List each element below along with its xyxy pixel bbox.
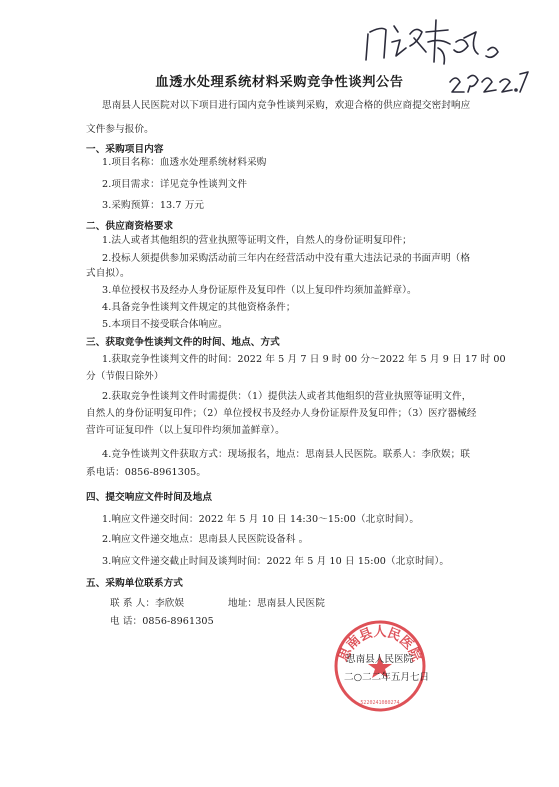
intro-line-1: 思南县人民医院对以下项目进行国内竞争性谈判采购，欢迎合格的供应商提交密封响应 bbox=[102, 100, 471, 111]
section-1-heading: 一、采购项目内容 bbox=[86, 144, 164, 155]
section-3-heading: 三、获取竞争性谈判文件的时间、地点、方式 bbox=[86, 337, 280, 348]
footer-org: 思南县人民医院 bbox=[346, 654, 414, 665]
section-3-item-2-line-2: 自然人的身份证明复印件；（2）单位授权书及经办人身份证原件及复印件；（3）医疗器械经 bbox=[86, 408, 477, 419]
official-seal bbox=[332, 618, 428, 714]
contact-phone: 电 话：0856-8961305 bbox=[110, 616, 214, 627]
section-4-heading: 四、提交响应文件时间及地点 bbox=[86, 492, 213, 503]
contact-person: 联 系 人：李欣娱 bbox=[110, 598, 185, 609]
section-2-item-4: 4.具备竞争性谈判文件规定的其他资格条件； bbox=[102, 302, 296, 313]
section-4-item-3: 3.响应文件递交截止时间及谈判时间：2022 年 5 月 10 日 15:00（北京时间）。 bbox=[102, 556, 450, 567]
section-4-item-2: 2.响应文件递交地点：思南县人民医院设备科 。 bbox=[102, 534, 309, 545]
section-1-item-2: 2.项目需求：详见竞争性谈判文件 bbox=[102, 179, 248, 190]
svg-text:思南县人民医院: 思南县人民医院 bbox=[336, 624, 424, 664]
section-3-item-1-line-1: 1.获取竞争性谈判文件的时间：2022 年 5 月 7 日 9 时 00 分～2022 年 5 月 9 日 17 时 00 bbox=[102, 354, 506, 365]
section-2-item-1: 1.法人或者其他组织的营业执照等证明文件，自然人的身份证明复印件； bbox=[102, 235, 412, 246]
section-1-item-1: 1.项目名称：血透水处理系统材料采购 bbox=[102, 157, 267, 168]
section-3-item-2-line-3: 营许可证复印件（以上复印件均须加盖鲜章）。 bbox=[86, 425, 285, 436]
footer-date: 二○二二年五月七日 bbox=[344, 672, 430, 683]
svg-text:5220241080274: 5220241080274 bbox=[360, 700, 400, 706]
section-3-item-4-line-2: 系电话：0856-8961305。 bbox=[86, 467, 207, 478]
section-3-item-2-line-1: 2.获取竞争性谈判文件时需提供：（1）提供法人或者其他组织的营业执照等证明文件， bbox=[102, 391, 472, 402]
contact-address: 地址：思南县人民医院 bbox=[228, 598, 325, 609]
section-2-item-2-line-1: 2.投标人须提供参加采购活动前三年内在经营活动中没有重大违法记录的书面声明（格 bbox=[102, 253, 471, 264]
section-3-item-4-line-1: 4.竞争性谈判文件获取方式：现场报名，地点：思南县人民医院。联系人：李欣娱；联 bbox=[102, 449, 471, 460]
section-2-heading: 二、供应商资格要求 bbox=[86, 221, 174, 232]
section-2-item-2-line-2: 式自拟）。 bbox=[86, 268, 130, 279]
section-2-item-5: 5.本项目不接受联合体响应。 bbox=[102, 319, 228, 330]
section-2-item-3: 3.单位授权书及经办人身份证原件及复印件（以上复印件均须加盖鲜章）。 bbox=[102, 285, 417, 296]
intro-line-2: 文件参与报价。 bbox=[86, 124, 154, 135]
page-title: 血透水处理系统材料采购竞争性谈判公告 bbox=[155, 75, 404, 90]
section-5-heading: 五、采购单位联系方式 bbox=[86, 578, 183, 589]
section-3-item-1-line-2: 分（节假日除外） bbox=[86, 371, 164, 382]
section-1-item-3: 3.采购预算：13.7 万元 bbox=[102, 200, 205, 211]
section-4-item-1: 1.响应文件递交时间：2022 年 5 月 10 日 14:30～15:00（北京时间）。 bbox=[102, 514, 420, 525]
